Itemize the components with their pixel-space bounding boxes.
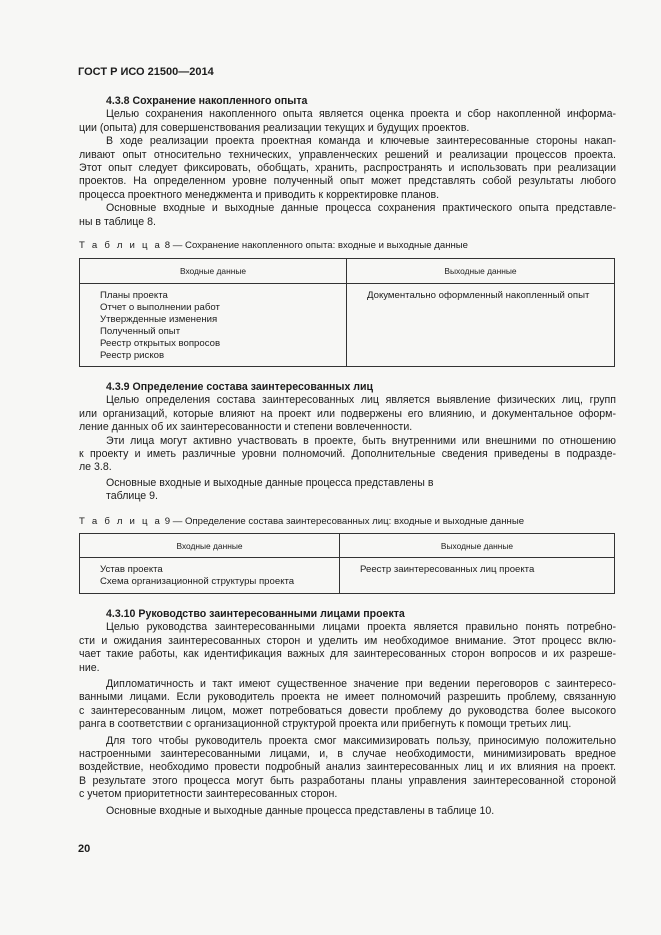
section-4-3-10 xyxy=(79,608,616,818)
paragraph xyxy=(79,477,616,504)
column-header-output: Выходные данные xyxy=(340,534,615,558)
table-8 xyxy=(79,258,615,367)
section-4-3-8 xyxy=(79,95,616,229)
text-line: таблице 9. xyxy=(106,490,158,503)
text-line: ны в таблице 8. xyxy=(79,215,156,228)
list-item: Схема организационной структуры проекта xyxy=(100,576,295,587)
text-line: ле 3.8. xyxy=(79,461,112,474)
table-8-caption xyxy=(79,239,468,252)
text-line: ние. xyxy=(79,661,100,674)
text-line: Основные входные и выходные данные процесса представлены в таблице 10. xyxy=(106,804,495,817)
text-line: к проекту и иметь различные уровни полномочий. Дополнительные сведения приведены в подразде- xyxy=(79,448,616,461)
table-9 xyxy=(79,533,615,594)
column-header-input: Входные данные xyxy=(80,534,340,558)
text-line: ранга в соответствии с организационной структурой проекта или прибегнуть к помощи третьих лиц. xyxy=(79,718,572,731)
list-item: Устав проекта xyxy=(100,564,163,575)
paragraph xyxy=(79,202,616,229)
caption-text: 9 — Определение состава заинтересованных лиц: входные и выходные данные xyxy=(164,516,525,527)
paragraph xyxy=(79,735,616,802)
paragraph xyxy=(79,621,616,675)
text-line: Основные входные и выходные данные процесса представлены в xyxy=(106,476,434,489)
column-header-output: Выходные данные xyxy=(347,259,615,284)
text-line: ливают опыт относительно технических, управленческих решений и реализации процессов проекта. xyxy=(79,148,616,161)
text-line: В результате этого процесса могут быть разработаны планы управления заинтересованной стороной xyxy=(79,774,616,787)
text-line: чает такие работы, как идентификация важных для заинтересованных сторон вопросов и их разреше- xyxy=(79,648,616,661)
text-line: Целью сохранения накопленного опыта является оценка проекта и сбор накопленной информа- xyxy=(106,108,616,121)
text-line: В ходе реализации проекта проектная команда и ключевые заинтересованные стороны накап- xyxy=(106,135,616,148)
caption-prefix: Т а б л и ц а xyxy=(79,516,163,527)
text-line: Целью определения состава заинтересованных лиц является выявление физических лиц, групп xyxy=(106,394,616,407)
section-heading: 4.3.10 Руководство заинтересованными лицами проекта xyxy=(106,608,405,620)
text-line: с заинтересованным лицом, может потребоваться довести проблему до руководства более высокого xyxy=(79,704,616,717)
list-item: Полученный опыт xyxy=(100,326,181,337)
page-number: 20 xyxy=(78,843,91,855)
text-line: Эти лица могут активно участвовать в проекте, быть внутренними или внешними по отношению xyxy=(106,434,616,447)
section-4-3-9 xyxy=(79,381,616,504)
section-heading: 4.3.8 Сохранение накопленного опыта xyxy=(106,95,308,107)
input-cell xyxy=(80,284,347,367)
text-line: ванными лицами. Если руководитель проекта не имеет полномочий разрешить проблему, связанную xyxy=(79,691,616,704)
text-line: сти и ожидания заинтересованных сторон и уделить им необходимое внимание. Этот процесс вклю- xyxy=(79,634,616,647)
document-header: ГОСТ Р ИСО 21500—2014 xyxy=(78,66,214,78)
output-cell xyxy=(347,284,615,367)
text-line: воздействие, необходимо провести подробный анализ заинтересованных лиц и их влияния на проект. xyxy=(79,761,616,774)
table-9-caption xyxy=(79,515,524,528)
text-line: Дипломатичность и такт имеют существенное значение при ведении переговоров с заинтересо- xyxy=(106,678,616,691)
text-line: настроенными заинтересованными лицами, и, в случае необходимости, минимизировать вредное xyxy=(79,748,616,761)
text-line: ции (опыта) для совершенствования реализации текущих и будущих проектов. xyxy=(79,121,470,134)
output-cell xyxy=(340,558,615,594)
text-line: процесса проектного менеджмента и приводить к корректировке планов. xyxy=(79,188,440,201)
text-line: Этот опыт следует фиксировать, обобщать, хранить, распространять и использовать при реализации xyxy=(79,162,616,175)
list-item: Отчет о выполнении работ xyxy=(100,302,220,313)
text-line: с учетом приоритетности заинтересованных сторон. xyxy=(79,788,338,801)
paragraph xyxy=(79,435,616,475)
text-line: Для того чтобы руководитель проекта смог максимизировать пользу, приносимую положительно xyxy=(106,734,616,747)
caption-text: 8 — Сохранение накопленного опыта: входные и выходные данные xyxy=(164,240,469,251)
section-heading: 4.3.9 Определение состава заинтересованных лиц xyxy=(106,381,374,393)
text-line: или организаций, которые влияют на проект или подвержены его влиянию, и документальное оформ- xyxy=(79,407,616,420)
list-item: Реестр открытых вопросов xyxy=(100,338,221,349)
list-item: Документально оформленный накопленный опыт xyxy=(367,290,590,301)
list-item: Планы проекта xyxy=(100,290,168,301)
column-header-input: Входные данные xyxy=(80,259,347,284)
paragraph xyxy=(79,135,616,202)
list-item: Утвержденные изменения xyxy=(100,314,218,325)
paragraph xyxy=(79,805,616,818)
paragraph xyxy=(79,678,616,732)
caption-prefix: Т а б л и ц а xyxy=(79,240,163,251)
text-line: Основные входные и выходные данные процесса сохранения практического опыта представле- xyxy=(106,202,616,215)
list-item: Реестр заинтересованных лиц проекта xyxy=(360,564,535,575)
list-item: Реестр рисков xyxy=(100,350,165,361)
input-cell xyxy=(80,558,340,594)
text-line: проектов. На определенном уровне полученный опыт может представлять собой результаты любого xyxy=(79,175,616,188)
paragraph xyxy=(79,394,616,434)
text-line: ление данных об их заинтересованности и степени вовлеченности. xyxy=(79,421,413,434)
text-line: Целью руководства заинтересованными лицами проекта является правильно понять потребно- xyxy=(106,621,616,634)
paragraph xyxy=(79,108,616,135)
